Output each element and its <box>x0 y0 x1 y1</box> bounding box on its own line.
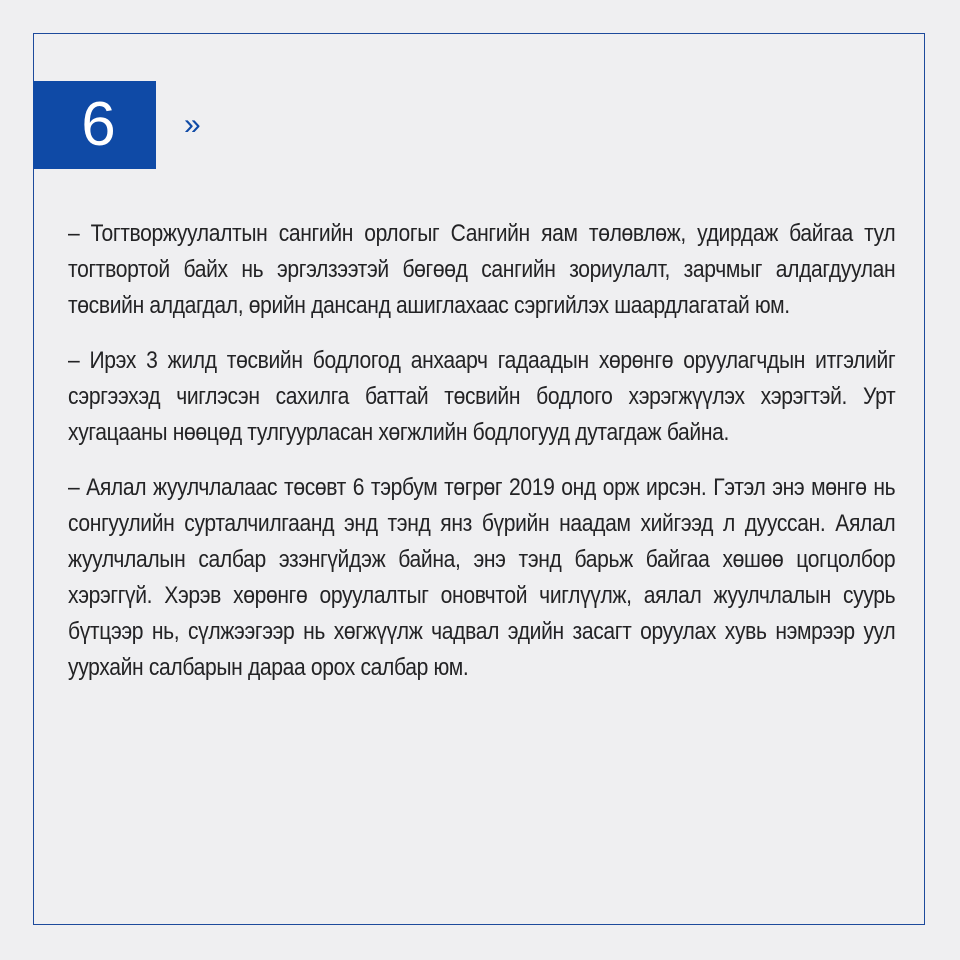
paragraph-1: – Тогтворжуулалтын сангийн орлогыг Сангийн яам төлөвлөж, удирдаж байгаа тул тогтвортой байх нь эргэлзээтэй бөгөөд сангийн зориулалт, зарчмыг алдагдуулан төсвийн алдагдал, өрийн дансанд ашиглахаас сэргийлэх шаардлагатай юм. <box>68 220 896 319</box>
paragraph-2: – Ирэх 3 жилд төсвийн бодлогод анхаарч гадаадын хөрөнгө оруулагчдын итгэлийг сэргээхэд чиглэсэн сахилга баттай төсвийн бодлого хэрэгжүүлэх хэрэгтэй. Урт хугацааны нөөцөд тулгуурласан хөгжлийн бодлогууд дутагдаж байна. <box>68 347 896 446</box>
body-text <box>68 216 895 705</box>
chevron-right-icon: » <box>184 108 198 141</box>
section-number: 6 <box>81 90 116 159</box>
paragraph-3: – Аялал жуулчлалаас төсөвт 6 тэрбум төгрөг 2019 онд орж ирсэн. Гэтэл энэ мөнгө нь сонгуулийн сурталчилгаанд энд тэнд янз бүрийн наадам хийгээд л дууссан. Аялал жуулчлалын салбар эзэнгүйдэж байна, энэ тэнд барьж байгаа хөшөө цогцолбор хэрэггүй. Хэрэв хөрөнгө оруулалтыг оновчтой чиглүүлж, аялал жуулчлалын суурь бүтцээр нь, сүлжээгээр нь хөгжүүлж чадвал эдийн засагт оруулах хувь нэмрээр уул уурхайн салбарын дараа орох салбар юм. <box>68 474 896 681</box>
section-number-badge <box>33 81 156 169</box>
